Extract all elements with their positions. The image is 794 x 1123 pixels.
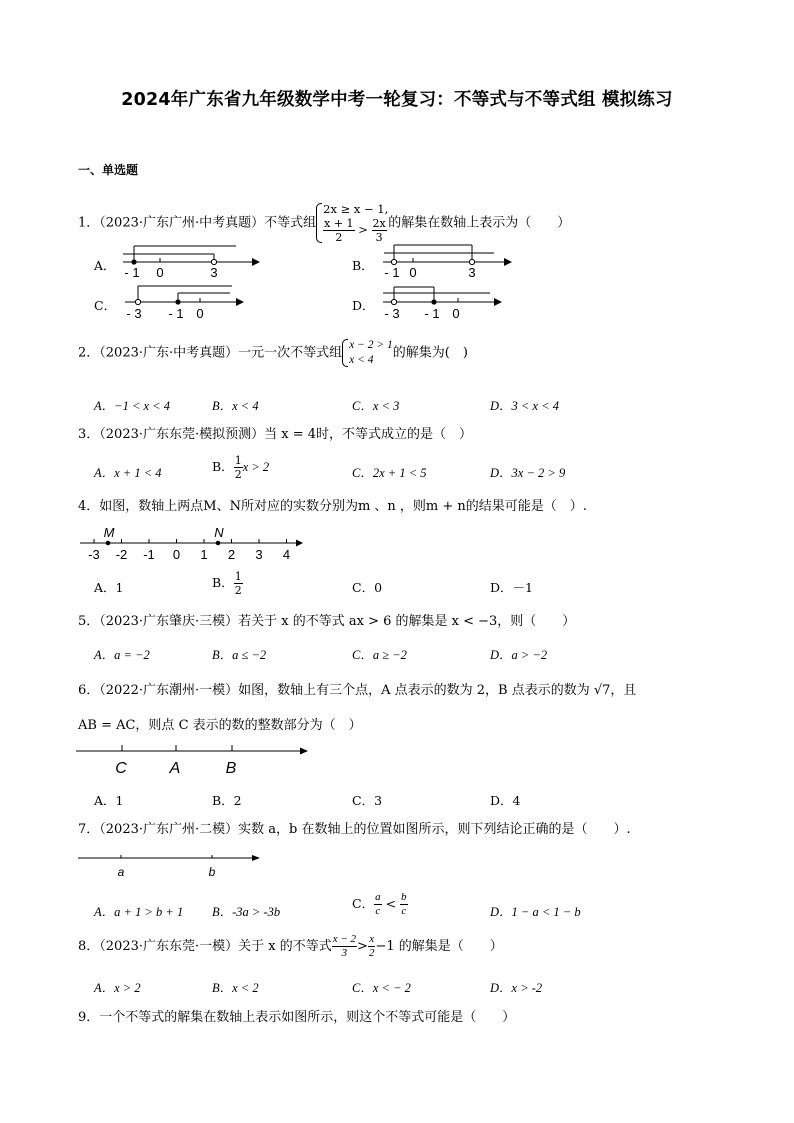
- q5-option-d[interactable]: D．a > −2: [490, 648, 548, 662]
- q6-option-c[interactable]: C．3: [352, 793, 383, 808]
- question-5: 5．（2023·广东肇庆·三模）若关于 x 的不等式 ax > 6 的解集是 x < −3，则（ ）: [78, 614, 576, 629]
- q4-tick-label: 3: [255, 547, 263, 562]
- point-c-label: C: [115, 760, 127, 777]
- q4-option-c[interactable]: C．0: [352, 580, 383, 595]
- q1b-tick-1: - 1: [384, 265, 400, 280]
- q4-option-d[interactable]: D．－1: [490, 580, 533, 595]
- q1-option-d-numberline[interactable]: [378, 278, 513, 320]
- q7-numberline: [76, 852, 266, 882]
- q1-system: 2x ≥ x − 1, $\frac{x + 1}{2}$ > $\frac{2x}{3}$: [316, 202, 388, 244]
- q8-option-d[interactable]: D．x > -2: [490, 981, 543, 995]
- q1-option-a-label[interactable]: A．: [94, 258, 116, 273]
- q1-option-b-numberline[interactable]: [378, 238, 523, 280]
- question-4: 4．如图，数轴上两点M、N所对应的实数分别为m 、n ，则m + n的结果可能是（ ）.: [78, 499, 587, 514]
- q8-option-b[interactable]: B．x < 2: [212, 981, 259, 995]
- q7-option-c[interactable]: C． $\frac{a}{c}$ < $\frac{b}{c}$: [352, 891, 407, 917]
- q1b-tick-2: 0: [409, 265, 417, 280]
- q6-option-b[interactable]: B．2: [212, 793, 242, 808]
- q1-option-d-label[interactable]: D．: [352, 298, 375, 313]
- q5-option-b[interactable]: B．a ≤ −2: [212, 648, 267, 662]
- page-title: 2024年广东省九年级数学中考一轮复习：不等式与不等式组 模拟练习: [121, 90, 673, 110]
- q6-option-d[interactable]: D．4: [490, 793, 521, 808]
- point-b-label: b: [208, 865, 216, 879]
- q4-tick-label: 4: [282, 547, 291, 562]
- section-heading: 一、单选题: [78, 163, 139, 177]
- q1d-tick-1: - 3: [384, 306, 400, 320]
- q7-option-d[interactable]: D．1 − a < 1 − b: [490, 905, 581, 919]
- q2-system: x − 2 > 1 x < 4: [342, 338, 393, 368]
- question-9: 9．一个不等式的解集在数轴上表示如图所示，则这个不等式可能是（ ）: [78, 1010, 516, 1025]
- q4-tick-label: -1: [143, 547, 155, 562]
- point-m-label: M: [103, 525, 115, 540]
- q1-option-b-label[interactable]: B．: [352, 258, 374, 273]
- q6-numberline: [74, 745, 314, 781]
- q5-option-a[interactable]: A．a = −2: [94, 648, 150, 662]
- q3-option-d[interactable]: D．3x − 2 > 9: [490, 466, 566, 480]
- q1c-tick-1: - 3: [126, 306, 142, 320]
- q4-tick-label: 2: [227, 547, 236, 562]
- question-3: 3．（2023·广东东莞·模拟预测）当 x = 4时，不等式成立的是（ ）: [78, 427, 473, 442]
- q2-option-b[interactable]: B．x < 4: [212, 399, 259, 413]
- q5-option-c[interactable]: C．a ≥ −2: [352, 648, 407, 662]
- q3-option-a[interactable]: A．x + 1 < 4: [94, 466, 162, 480]
- q3-option-c[interactable]: C．2x + 1 < 5: [352, 466, 427, 480]
- q1c-tick-3: 0: [196, 306, 204, 320]
- q7-option-b[interactable]: B．-3a > -3b: [212, 905, 281, 919]
- question-7: 7．（2023·广东广州·二模）实数 a，b 在数轴上的位置如图所示，则下列结论正确的是（ ）.: [78, 822, 631, 837]
- q2-option-a[interactable]: A．−1 < x < 4: [94, 399, 170, 413]
- q4-tick-label: -2: [115, 547, 128, 562]
- q1-option-c-numberline[interactable]: [120, 278, 255, 320]
- q1c-tick-2: - 1: [168, 306, 184, 320]
- point-a-label: a: [117, 865, 125, 879]
- point-a-label: A: [169, 760, 181, 777]
- question-6-line-1: 6．（2022·广东潮州·一模）如图，数轴上有三个点，A 点表示的数为 2，B 点表示的数为 √7，且: [78, 683, 637, 698]
- q1-stem-pre: 1．（2023·广东广州·中考真题）不等式组: [78, 215, 317, 231]
- q8-option-c[interactable]: C．x < − 2: [352, 981, 411, 995]
- q1a-tick-3: 3: [210, 265, 218, 280]
- q4-numberline: [76, 524, 308, 564]
- q4-tick-label: 0: [172, 547, 181, 562]
- q4-option-b[interactable]: B． $\frac{1}{2}$: [212, 570, 242, 597]
- q1-option-c-label[interactable]: C．: [94, 298, 117, 313]
- q4-tick-label: -3: [88, 547, 100, 562]
- point-b-label: B: [225, 760, 237, 777]
- q1a-tick-1: - 1: [124, 265, 140, 280]
- point-n-label: N: [214, 525, 224, 540]
- q1d-tick-3: 0: [452, 306, 460, 320]
- q6-option-a[interactable]: A．1: [94, 793, 124, 808]
- q4-option-a[interactable]: A．1: [94, 580, 124, 595]
- q1d-tick-2: - 1: [424, 306, 440, 320]
- question-8: 8．（2023·广东东莞·一模）关于 x 的不等式 $\frac{x - 2}{3}$ > $\frac{x}{2}$ −1 的解集是（ ）: [78, 933, 503, 959]
- q2-option-d[interactable]: D．3 < x < 4: [490, 399, 559, 413]
- question-2: 2．（2023·广东·中考真题）一元一次不等式组 x − 2 > 1 x < 4 的解集为( ): [78, 339, 468, 366]
- q1b-tick-3: 3: [468, 265, 476, 280]
- q4-tick-label: 1: [200, 547, 208, 562]
- q3-option-b[interactable]: B． $\frac{1}{2}$ x > 2: [212, 454, 270, 481]
- q8-option-a[interactable]: A．x > 2: [94, 981, 141, 995]
- q1a-tick-2: 0: [156, 265, 164, 280]
- q1-stem-post: 的解集在数轴上表示为（ ）: [388, 215, 571, 231]
- q7-option-a[interactable]: A．a + 1 > b + 1: [94, 905, 184, 919]
- question-6-line-2: AB = AC，则点 C 表示的数的整数部分为（ ）: [78, 718, 362, 733]
- q2-option-c[interactable]: C．x < 3: [352, 399, 400, 413]
- q1-option-a-numberline[interactable]: [118, 238, 263, 280]
